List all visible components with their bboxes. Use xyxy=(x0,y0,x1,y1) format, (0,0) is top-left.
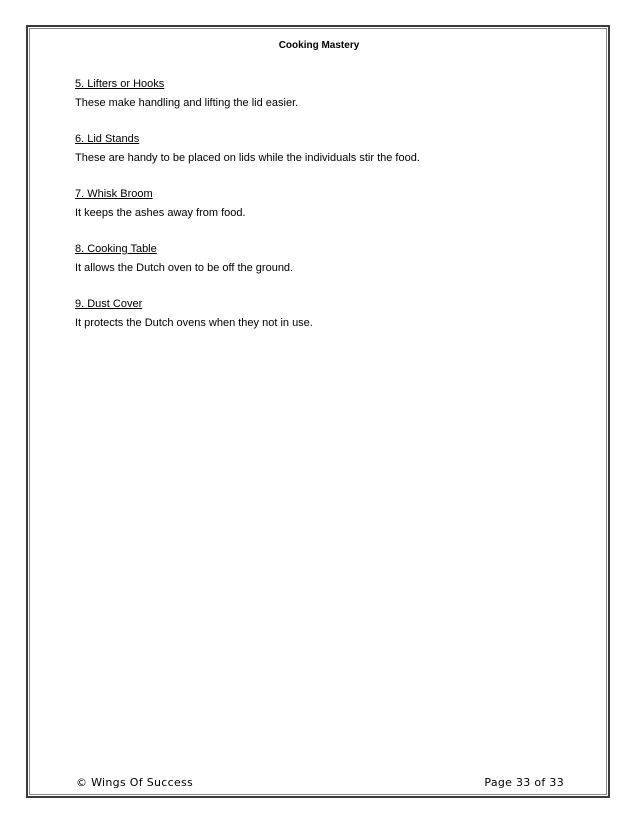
section-heading: 7. Whisk Broom xyxy=(75,188,153,200)
section-whisk-broom xyxy=(75,184,575,220)
section-body: These are handy to be placed on lids while the individuals stir the food. xyxy=(75,152,420,164)
section-dust-cover xyxy=(75,294,575,330)
section-body: These make handling and lifting the lid easier. xyxy=(75,97,299,109)
section-body: It allows the Dutch oven to be off the ground. xyxy=(75,262,294,274)
page-header-title: Cooking Mastery xyxy=(278,40,360,51)
section-body: It keeps the ashes away from food. xyxy=(75,207,246,219)
section-heading: 6. Lid Stands xyxy=(75,133,140,145)
section-lid-stands xyxy=(75,129,575,165)
section-cooking-table xyxy=(75,239,575,275)
document-content xyxy=(75,74,575,349)
footer-copyright: © Wings Of Success xyxy=(76,776,194,789)
section-heading: 8. Cooking Table xyxy=(75,243,157,255)
section-heading: 9. Dust Cover xyxy=(75,298,143,310)
section-lifters-or-hooks xyxy=(75,74,575,110)
section-heading: 5. Lifters or Hooks xyxy=(75,78,165,90)
section-body: It protects the Dutch ovens when they not in use. xyxy=(75,317,313,329)
footer-page-number: Page 33 of 33 xyxy=(484,776,564,789)
